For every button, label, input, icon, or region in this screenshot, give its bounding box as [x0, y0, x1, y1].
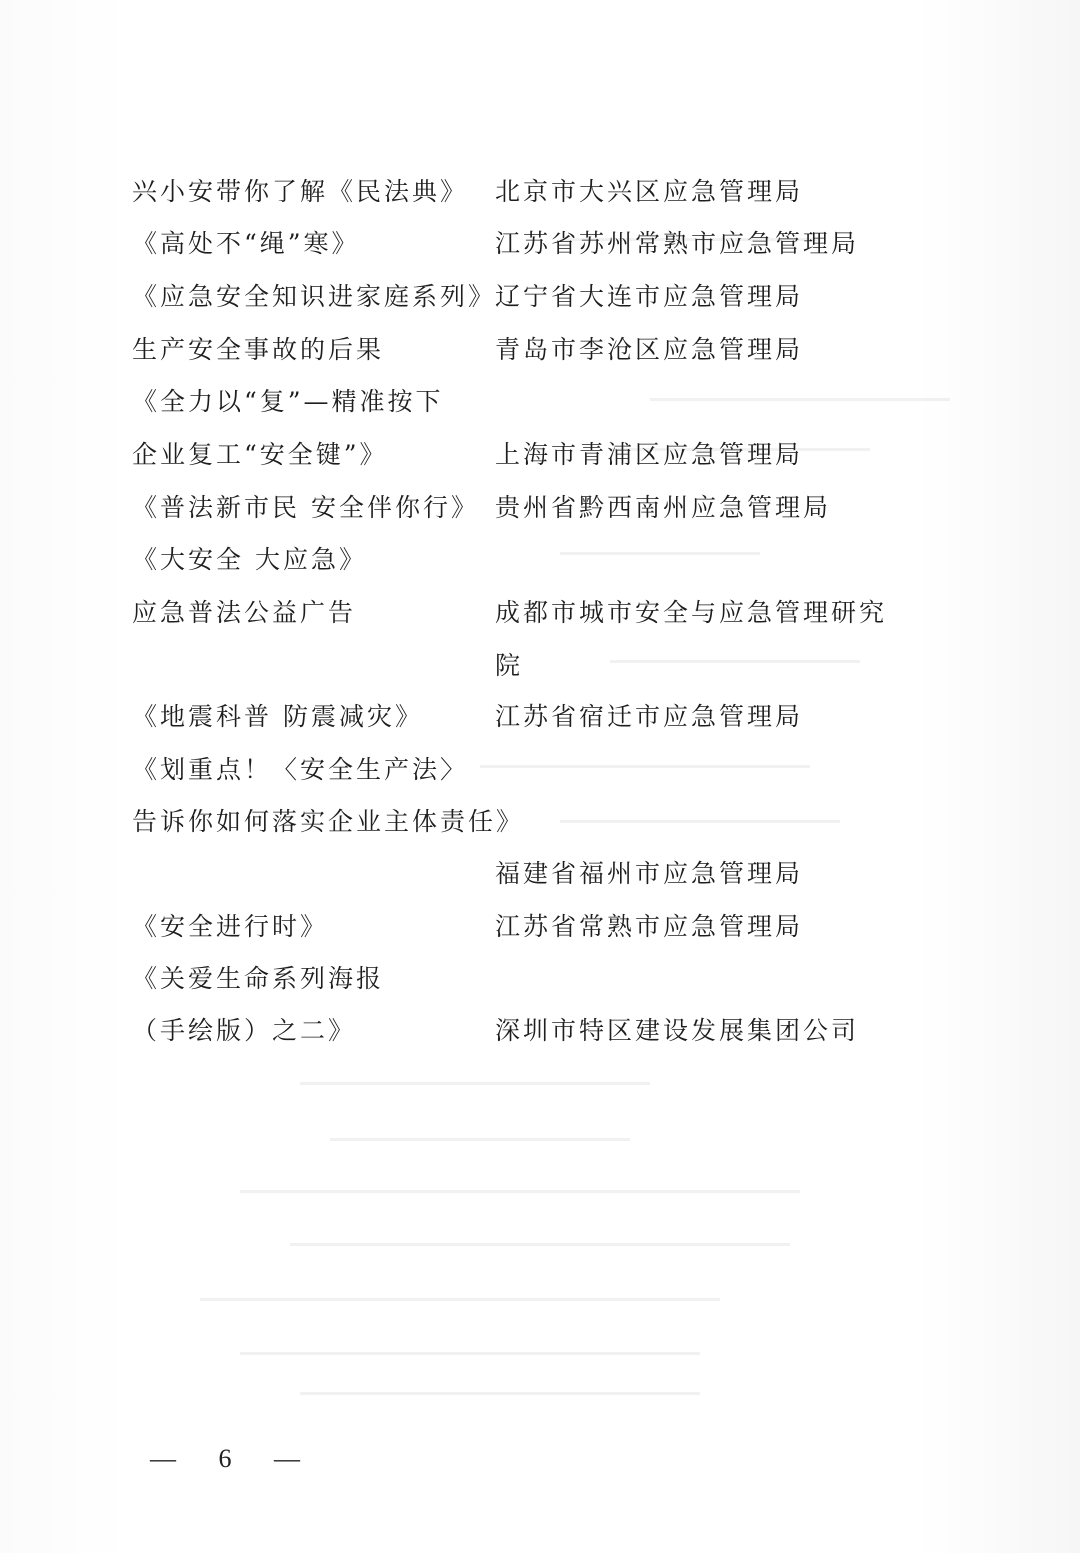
entry-title-4: 生产安全事故的后果 [132, 335, 385, 364]
entry-title-8: 应急普法公益广告 [132, 598, 357, 627]
entry-title-5-line2: 企业复工“安全键”》 [132, 440, 388, 469]
entry-title-6: 《普法新市民 安全伴你行》 [132, 493, 479, 522]
entry-org-8-line2: 院 [495, 651, 524, 680]
entry-title-2: 《高处不“绳”寒》 [132, 229, 360, 258]
page-number: — 6 — [150, 1444, 318, 1473]
entry-org-6: 贵州省黔西南州应急管理局 [495, 493, 832, 522]
entry-org-8-line1: 成都市城市安全与应急管理研究 [495, 598, 888, 627]
entry-org-4: 青岛市李沧区应急管理局 [495, 335, 804, 364]
entry-title-9: 《地震科普 防震减灾》 [132, 702, 423, 731]
entry-org-2: 江苏省苏州常熟市应急管理局 [495, 229, 860, 258]
entry-org-11: 江苏省常熟市应急管理局 [495, 912, 804, 941]
entry-title-1: 兴小安带你了解《民法典》 [132, 177, 469, 206]
entry-title-12-line1: 《关爱生命系列海报 [132, 964, 385, 993]
entry-title-7: 《大安全 大应急》 [132, 545, 367, 574]
entry-org-10: 福建省福州市应急管理局 [495, 859, 804, 888]
entry-title-12-line2: （手绘版）之二》 [132, 1016, 357, 1045]
entry-title-10-line1: 《划重点！〈安全生产法〉 [132, 755, 469, 784]
entry-org-5: 上海市青浦区应急管理局 [495, 440, 804, 469]
entry-org-1: 北京市大兴区应急管理局 [495, 177, 804, 206]
entry-org-9: 江苏省宿迁市应急管理局 [495, 702, 804, 731]
entry-org-12: 深圳市特区建设发展集团公司 [495, 1016, 860, 1045]
entry-title-3: 《应急安全知识进家庭系列》 [132, 282, 497, 311]
entry-org-3: 辽宁省大连市应急管理局 [495, 282, 804, 311]
entry-title-5-line1: 《全力以“复”—精准按下 [132, 387, 444, 416]
entry-title-11: 《安全进行时》 [132, 912, 329, 941]
entry-title-10-line2: 告诉你如何落实企业主体责任》 [132, 807, 525, 836]
